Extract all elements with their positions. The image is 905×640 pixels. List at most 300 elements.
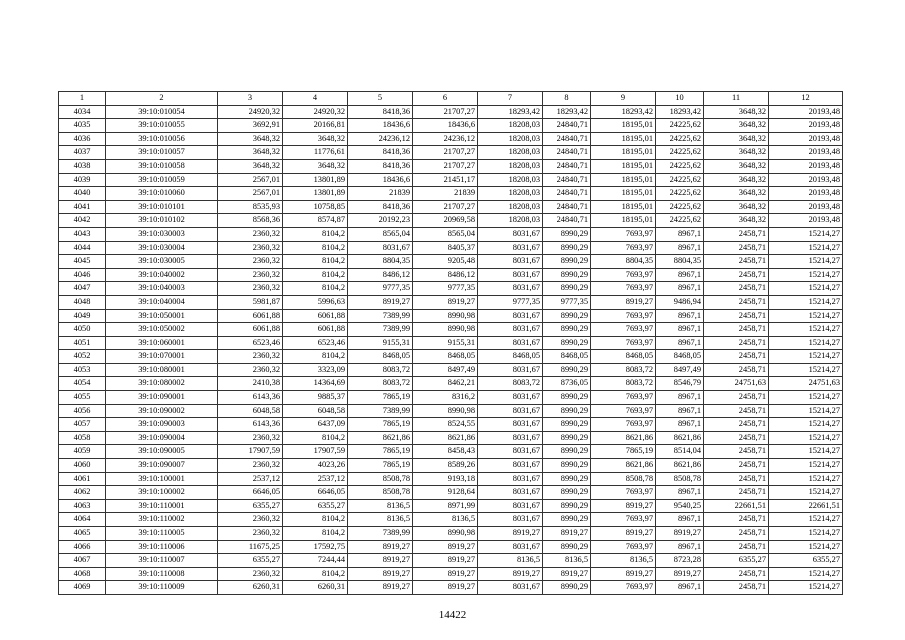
table-cell-col-11: 2458,71 xyxy=(704,268,769,282)
table-cell-col-10: 8967,1 xyxy=(656,391,704,405)
table-cell-col-7: 8031,67 xyxy=(478,499,543,513)
table-cell-col-10: 8468,05 xyxy=(656,350,704,364)
table-cell-col-6: 21707,27 xyxy=(413,105,478,119)
table-cell-col-6: 8462,21 xyxy=(413,377,478,391)
table-cell-col-4: 5996,63 xyxy=(283,295,348,309)
table-row xyxy=(59,214,843,228)
table-cell-col-4: 11776,61 xyxy=(283,146,348,160)
table-cell-col-8: 8736,05 xyxy=(543,377,591,391)
table-cell-col-6: 21451,17 xyxy=(413,173,478,187)
table-cell-col-11: 24751,63 xyxy=(704,377,769,391)
table-cell-col-4: 17592,75 xyxy=(283,540,348,554)
table-cell-col-1: 4035 xyxy=(59,119,106,133)
table-cell-col-11: 3648,32 xyxy=(704,214,769,228)
table-cell-col-6: 18436,6 xyxy=(413,119,478,133)
table-cell-col-9: 18293,42 xyxy=(591,105,656,119)
table-cell-col-9: 18195,01 xyxy=(591,187,656,201)
table-cell-col-1: 4049 xyxy=(59,309,106,323)
table-cell-col-7: 18208,03 xyxy=(478,173,543,187)
table-cell-col-6: 8316,2 xyxy=(413,391,478,405)
table-cell-col-9: 7693,97 xyxy=(591,227,656,241)
table-cell-col-1: 4042 xyxy=(59,214,106,228)
table-cell-col-2: 39:10:050001 xyxy=(106,309,218,323)
table-cell-col-10: 24225,62 xyxy=(656,146,704,160)
table-cell-col-7: 18208,03 xyxy=(478,214,543,228)
table-cell-col-10: 8508,78 xyxy=(656,472,704,486)
table-cell-col-2: 39:10:110008 xyxy=(106,567,218,581)
table-cell-col-10: 8967,1 xyxy=(656,309,704,323)
table-cell-col-2: 39:10:110005 xyxy=(106,527,218,541)
table-cell-col-8: 8990,29 xyxy=(543,499,591,513)
table-cell-col-12: 15214,27 xyxy=(769,540,843,554)
table-cell-col-6: 21839 xyxy=(413,187,478,201)
table-cell-col-1: 4046 xyxy=(59,268,106,282)
table-cell-col-12: 20193,48 xyxy=(769,200,843,214)
table-cell-col-9: 18195,01 xyxy=(591,200,656,214)
table-cell-col-12: 15214,27 xyxy=(769,336,843,350)
table-cell-col-1: 4064 xyxy=(59,513,106,527)
table-cell-col-7: 8031,67 xyxy=(478,241,543,255)
table-cell-col-12: 15214,27 xyxy=(769,445,843,459)
table-cell-col-3: 2360,32 xyxy=(218,513,283,527)
table-cell-col-4: 3323,09 xyxy=(283,363,348,377)
table-cell-col-4: 6061,88 xyxy=(283,323,348,337)
table-row xyxy=(59,404,843,418)
table-cell-col-9: 7693,97 xyxy=(591,404,656,418)
table-cell-col-11: 2458,71 xyxy=(704,540,769,554)
table-cell-col-3: 2360,32 xyxy=(218,431,283,445)
table-cell-col-1: 4051 xyxy=(59,336,106,350)
table-cell-col-9: 7693,97 xyxy=(591,336,656,350)
table-cell-col-2: 39:10:110006 xyxy=(106,540,218,554)
table-cell-col-8: 8990,29 xyxy=(543,445,591,459)
table-row xyxy=(59,513,843,527)
table-cell-col-6: 8919,27 xyxy=(413,295,478,309)
table-cell-col-10: 8967,1 xyxy=(656,241,704,255)
table-cell-col-8: 24840,71 xyxy=(543,159,591,173)
table-cell-col-1: 4039 xyxy=(59,173,106,187)
table-cell-col-7: 8136,5 xyxy=(478,554,543,568)
table-cell-col-4: 8104,2 xyxy=(283,255,348,269)
table-cell-col-8: 8990,29 xyxy=(543,241,591,255)
table-cell-col-2: 39:10:090007 xyxy=(106,459,218,473)
table-cell-col-2: 39:10:030003 xyxy=(106,227,218,241)
table-cell-col-5: 7865,19 xyxy=(348,459,413,473)
table-cell-col-11: 2458,71 xyxy=(704,486,769,500)
table-cell-col-7: 8031,67 xyxy=(478,323,543,337)
table-cell-col-4: 6646,05 xyxy=(283,486,348,500)
table-cell-col-11: 2458,71 xyxy=(704,445,769,459)
table-cell-col-5: 20192,23 xyxy=(348,214,413,228)
table-cell-col-1: 4053 xyxy=(59,363,106,377)
table-cell-col-5: 8919,27 xyxy=(348,295,413,309)
table-cell-col-9: 18195,01 xyxy=(591,119,656,133)
table-cell-col-1: 4063 xyxy=(59,499,106,513)
table-cell-col-10: 8514,04 xyxy=(656,445,704,459)
table-cell-col-8: 8990,29 xyxy=(543,363,591,377)
table-cell-col-11: 2458,71 xyxy=(704,227,769,241)
table-cell-col-1: 4058 xyxy=(59,431,106,445)
table-cell-col-2: 39:10:030005 xyxy=(106,255,218,269)
table-row xyxy=(59,159,843,173)
table-cell-col-10: 8497,49 xyxy=(656,363,704,377)
table-cell-col-10: 24225,62 xyxy=(656,173,704,187)
table-cell-col-11: 2458,71 xyxy=(704,567,769,581)
table-cell-col-11: 2458,71 xyxy=(704,418,769,432)
table-cell-col-3: 2360,32 xyxy=(218,459,283,473)
column-header-4: 4 xyxy=(283,92,348,106)
table-cell-col-4: 17907,59 xyxy=(283,445,348,459)
table-cell-col-5: 7865,19 xyxy=(348,445,413,459)
table-cell-col-8: 8990,29 xyxy=(543,336,591,350)
table-row xyxy=(59,527,843,541)
table-cell-col-11: 2458,71 xyxy=(704,295,769,309)
table-cell-col-9: 8083,72 xyxy=(591,363,656,377)
table-cell-col-9: 8919,27 xyxy=(591,567,656,581)
table-cell-col-12: 15214,27 xyxy=(769,350,843,364)
table-cell-col-2: 39:10:010101 xyxy=(106,200,218,214)
table-cell-col-3: 6355,27 xyxy=(218,554,283,568)
table-cell-col-11: 3648,32 xyxy=(704,146,769,160)
table-cell-col-8: 8919,27 xyxy=(543,527,591,541)
table-cell-col-2: 39:10:010058 xyxy=(106,159,218,173)
table-cell-col-12: 15214,27 xyxy=(769,295,843,309)
table-body xyxy=(59,105,843,594)
table-cell-col-4: 8104,2 xyxy=(283,268,348,282)
table-cell-col-8: 24840,71 xyxy=(543,173,591,187)
table-cell-col-1: 4043 xyxy=(59,227,106,241)
table-cell-col-7: 8031,67 xyxy=(478,268,543,282)
table-cell-col-8: 8990,29 xyxy=(543,540,591,554)
table-cell-col-3: 2360,32 xyxy=(218,282,283,296)
table-row xyxy=(59,486,843,500)
table-cell-col-7: 18208,03 xyxy=(478,187,543,201)
table-cell-col-5: 8804,35 xyxy=(348,255,413,269)
table-cell-col-7: 8031,67 xyxy=(478,255,543,269)
table-cell-col-3: 5981,87 xyxy=(218,295,283,309)
table-cell-col-4: 8104,2 xyxy=(283,282,348,296)
table-cell-col-10: 8967,1 xyxy=(656,418,704,432)
table-cell-col-11: 2458,71 xyxy=(704,431,769,445)
table-cell-col-9: 8919,27 xyxy=(591,295,656,309)
table-cell-col-5: 8919,27 xyxy=(348,540,413,554)
table-cell-col-8: 8990,29 xyxy=(543,459,591,473)
table-cell-col-6: 9193,18 xyxy=(413,472,478,486)
table-cell-col-1: 4059 xyxy=(59,445,106,459)
table-cell-col-4: 2537,12 xyxy=(283,472,348,486)
table-cell-col-5: 8136,5 xyxy=(348,499,413,513)
table-cell-col-8: 8136,5 xyxy=(543,554,591,568)
table-cell-col-7: 18208,03 xyxy=(478,132,543,146)
table-cell-col-2: 39:10:010057 xyxy=(106,146,218,160)
table-cell-col-10: 8967,1 xyxy=(656,404,704,418)
table-cell-col-12: 15214,27 xyxy=(769,486,843,500)
column-header-9: 9 xyxy=(591,92,656,106)
table-cell-col-7: 8031,67 xyxy=(478,282,543,296)
table-cell-col-6: 8497,49 xyxy=(413,363,478,377)
table-cell-col-11: 6355,27 xyxy=(704,554,769,568)
table-cell-col-6: 8990,98 xyxy=(413,323,478,337)
table-cell-col-7: 18208,03 xyxy=(478,159,543,173)
table-cell-col-1: 4067 xyxy=(59,554,106,568)
table-cell-col-3: 2410,38 xyxy=(218,377,283,391)
table-cell-col-6: 21707,27 xyxy=(413,146,478,160)
table-cell-col-1: 4060 xyxy=(59,459,106,473)
table-cell-col-1: 4056 xyxy=(59,404,106,418)
table-cell-col-1: 4047 xyxy=(59,282,106,296)
table-cell-col-4: 4023,26 xyxy=(283,459,348,473)
table-cell-col-9: 7693,97 xyxy=(591,282,656,296)
table-cell-col-1: 4061 xyxy=(59,472,106,486)
table-cell-col-10: 8967,1 xyxy=(656,513,704,527)
table-cell-col-1: 4054 xyxy=(59,377,106,391)
table-cell-col-12: 15214,27 xyxy=(769,363,843,377)
table-cell-col-12: 15214,27 xyxy=(769,323,843,337)
table-cell-col-10: 24225,62 xyxy=(656,214,704,228)
table-cell-col-3: 2360,32 xyxy=(218,363,283,377)
table-cell-col-3: 6048,58 xyxy=(218,404,283,418)
column-header-2: 2 xyxy=(106,92,218,106)
table-cell-col-9: 7693,97 xyxy=(591,486,656,500)
table-cell-col-1: 4041 xyxy=(59,200,106,214)
table-row xyxy=(59,554,843,568)
table-cell-col-3: 2360,32 xyxy=(218,350,283,364)
table-row xyxy=(59,173,843,187)
table-cell-col-9: 7693,97 xyxy=(591,309,656,323)
table-cell-col-11: 2458,71 xyxy=(704,391,769,405)
table-cell-col-6: 24236,12 xyxy=(413,132,478,146)
table-cell-col-12: 20193,48 xyxy=(769,119,843,133)
table-cell-col-1: 4037 xyxy=(59,146,106,160)
table-row xyxy=(59,268,843,282)
table-cell-col-3: 2360,32 xyxy=(218,527,283,541)
table-cell-col-5: 8418,36 xyxy=(348,146,413,160)
table-cell-col-10: 9486,94 xyxy=(656,295,704,309)
table-cell-col-5: 8468,05 xyxy=(348,350,413,364)
table-cell-col-7: 8031,67 xyxy=(478,336,543,350)
table-cell-col-6: 8971,99 xyxy=(413,499,478,513)
table-cell-col-7: 8031,67 xyxy=(478,486,543,500)
table-cell-col-3: 3648,32 xyxy=(218,159,283,173)
table-cell-col-4: 8104,2 xyxy=(283,431,348,445)
cadastral-value-table xyxy=(58,91,843,595)
table-cell-col-10: 8919,27 xyxy=(656,567,704,581)
table-cell-col-1: 4052 xyxy=(59,350,106,364)
table-cell-col-9: 7693,97 xyxy=(591,418,656,432)
table-cell-col-4: 13801,89 xyxy=(283,173,348,187)
table-cell-col-3: 6061,88 xyxy=(218,323,283,337)
table-cell-col-12: 20193,48 xyxy=(769,187,843,201)
table-cell-col-6: 8990,98 xyxy=(413,309,478,323)
table-cell-col-5: 9155,31 xyxy=(348,336,413,350)
table-cell-col-3: 3648,32 xyxy=(218,132,283,146)
table-cell-col-10: 8967,1 xyxy=(656,336,704,350)
table-cell-col-4: 8104,2 xyxy=(283,227,348,241)
table-cell-col-4: 24920,32 xyxy=(283,105,348,119)
table-cell-col-12: 22661,51 xyxy=(769,499,843,513)
table-row xyxy=(59,472,843,486)
table-cell-col-4: 6048,58 xyxy=(283,404,348,418)
table-cell-col-6: 8990,98 xyxy=(413,527,478,541)
table-cell-col-6: 8565,04 xyxy=(413,227,478,241)
table-row xyxy=(59,459,843,473)
table-cell-col-8: 8990,29 xyxy=(543,323,591,337)
column-header-10: 10 xyxy=(656,92,704,106)
table-cell-col-3: 2567,01 xyxy=(218,173,283,187)
table-cell-col-9: 8621,86 xyxy=(591,431,656,445)
table-cell-col-12: 15214,27 xyxy=(769,431,843,445)
table-cell-col-1: 4057 xyxy=(59,418,106,432)
table-cell-col-3: 17907,59 xyxy=(218,445,283,459)
table-cell-col-4: 8104,2 xyxy=(283,350,348,364)
table-cell-col-10: 18293,42 xyxy=(656,105,704,119)
table-row xyxy=(59,431,843,445)
table-cell-col-5: 8031,67 xyxy=(348,241,413,255)
table-row xyxy=(59,119,843,133)
table-cell-col-5: 7865,19 xyxy=(348,391,413,405)
table-cell-col-6: 20969,58 xyxy=(413,214,478,228)
table-cell-col-3: 6523,46 xyxy=(218,336,283,350)
table-cell-col-11: 2458,71 xyxy=(704,323,769,337)
table-cell-col-8: 8990,29 xyxy=(543,513,591,527)
column-header-11: 11 xyxy=(704,92,769,106)
table-row xyxy=(59,295,843,309)
table-cell-col-2: 39:10:010059 xyxy=(106,173,218,187)
table-cell-col-8: 8990,29 xyxy=(543,309,591,323)
table-cell-col-9: 18195,01 xyxy=(591,214,656,228)
table-cell-col-11: 3648,32 xyxy=(704,173,769,187)
table-header-row xyxy=(59,92,843,106)
table-cell-col-6: 8919,27 xyxy=(413,567,478,581)
table-cell-col-8: 8990,29 xyxy=(543,282,591,296)
table-cell-col-3: 6061,88 xyxy=(218,309,283,323)
table-cell-col-9: 8919,27 xyxy=(591,527,656,541)
table-cell-col-10: 8546,79 xyxy=(656,377,704,391)
table-cell-col-8: 24840,71 xyxy=(543,200,591,214)
table-cell-col-6: 9155,31 xyxy=(413,336,478,350)
table-cell-col-4: 6437,09 xyxy=(283,418,348,432)
table-cell-col-12: 15214,27 xyxy=(769,282,843,296)
table-cell-col-10: 24225,62 xyxy=(656,132,704,146)
table-cell-col-4: 6523,46 xyxy=(283,336,348,350)
table-cell-col-2: 39:10:110007 xyxy=(106,554,218,568)
table-cell-col-12: 15214,27 xyxy=(769,472,843,486)
table-cell-col-2: 39:10:070001 xyxy=(106,350,218,364)
table-cell-col-5: 8083,72 xyxy=(348,377,413,391)
table-cell-col-3: 8568,36 xyxy=(218,214,283,228)
table-cell-col-12: 20193,48 xyxy=(769,159,843,173)
table-cell-col-5: 18436,6 xyxy=(348,119,413,133)
column-header-1: 1 xyxy=(59,92,106,106)
table-cell-col-11: 2458,71 xyxy=(704,527,769,541)
table-cell-col-9: 7865,19 xyxy=(591,445,656,459)
table-cell-col-9: 7693,97 xyxy=(591,268,656,282)
table-cell-col-12: 15214,27 xyxy=(769,418,843,432)
table-cell-col-7: 8031,67 xyxy=(478,581,543,595)
table-cell-col-3: 2360,32 xyxy=(218,241,283,255)
table-cell-col-9: 18195,01 xyxy=(591,146,656,160)
table-cell-col-10: 8967,1 xyxy=(656,227,704,241)
table-cell-col-5: 8418,36 xyxy=(348,159,413,173)
table-cell-col-2: 39:10:090004 xyxy=(106,431,218,445)
table-cell-col-8: 8990,29 xyxy=(543,431,591,445)
table-cell-col-3: 6260,31 xyxy=(218,581,283,595)
table-cell-col-5: 9777,35 xyxy=(348,282,413,296)
table-cell-col-2: 39:10:040004 xyxy=(106,295,218,309)
table-cell-col-5: 7865,19 xyxy=(348,418,413,432)
table-row xyxy=(59,499,843,513)
table-cell-col-10: 24225,62 xyxy=(656,187,704,201)
table-cell-col-12: 15214,27 xyxy=(769,227,843,241)
table-cell-col-3: 2537,12 xyxy=(218,472,283,486)
table-cell-col-4: 8574,87 xyxy=(283,214,348,228)
table-cell-col-2: 39:10:090001 xyxy=(106,391,218,405)
table-row xyxy=(59,350,843,364)
table-cell-col-10: 8621,86 xyxy=(656,431,704,445)
table-cell-col-4: 6260,31 xyxy=(283,581,348,595)
table-cell-col-11: 2458,71 xyxy=(704,309,769,323)
table-cell-col-10: 8967,1 xyxy=(656,282,704,296)
table-cell-col-2: 39:10:110002 xyxy=(106,513,218,527)
table-cell-col-10: 8919,27 xyxy=(656,527,704,541)
table-cell-col-2: 39:10:030004 xyxy=(106,241,218,255)
table-cell-col-2: 39:10:100002 xyxy=(106,486,218,500)
column-header-3: 3 xyxy=(218,92,283,106)
table-row xyxy=(59,581,843,595)
column-header-5: 5 xyxy=(348,92,413,106)
table-cell-col-12: 15214,27 xyxy=(769,255,843,269)
table-cell-col-4: 8104,2 xyxy=(283,241,348,255)
table-row xyxy=(59,241,843,255)
table-cell-col-9: 8468,05 xyxy=(591,350,656,364)
table-cell-col-2: 39:10:010054 xyxy=(106,105,218,119)
table-cell-col-12: 15214,27 xyxy=(769,404,843,418)
table-cell-col-11: 2458,71 xyxy=(704,472,769,486)
table-cell-col-2: 39:10:110001 xyxy=(106,499,218,513)
table-cell-col-5: 7389,99 xyxy=(348,323,413,337)
table-cell-col-6: 8405,37 xyxy=(413,241,478,255)
table-cell-col-1: 4050 xyxy=(59,323,106,337)
table-cell-col-12: 6355,27 xyxy=(769,554,843,568)
table-cell-col-1: 4068 xyxy=(59,567,106,581)
table-cell-col-8: 8990,29 xyxy=(543,472,591,486)
table-cell-col-10: 8967,1 xyxy=(656,268,704,282)
table-cell-col-1: 4036 xyxy=(59,132,106,146)
table-cell-col-7: 8031,67 xyxy=(478,309,543,323)
table-cell-col-2: 39:10:010055 xyxy=(106,119,218,133)
table-cell-col-11: 2458,71 xyxy=(704,255,769,269)
table-cell-col-3: 3648,32 xyxy=(218,146,283,160)
table-cell-col-2: 39:10:010060 xyxy=(106,187,218,201)
table-cell-col-8: 8990,29 xyxy=(543,268,591,282)
table-cell-col-6: 9205,48 xyxy=(413,255,478,269)
table-cell-col-4: 7244,44 xyxy=(283,554,348,568)
table-cell-col-5: 7389,99 xyxy=(348,404,413,418)
table-cell-col-8: 24840,71 xyxy=(543,187,591,201)
table-cell-col-8: 8990,29 xyxy=(543,391,591,405)
table-cell-col-6: 21707,27 xyxy=(413,159,478,173)
table-cell-col-5: 8083,72 xyxy=(348,363,413,377)
table-cell-col-5: 8486,12 xyxy=(348,268,413,282)
table-cell-col-6: 21707,27 xyxy=(413,200,478,214)
table-cell-col-1: 4044 xyxy=(59,241,106,255)
table-cell-col-6: 8468,05 xyxy=(413,350,478,364)
table-cell-col-5: 7389,99 xyxy=(348,527,413,541)
table-cell-col-11: 2458,71 xyxy=(704,459,769,473)
table-row xyxy=(59,445,843,459)
table-cell-col-9: 8919,27 xyxy=(591,499,656,513)
table-row xyxy=(59,132,843,146)
